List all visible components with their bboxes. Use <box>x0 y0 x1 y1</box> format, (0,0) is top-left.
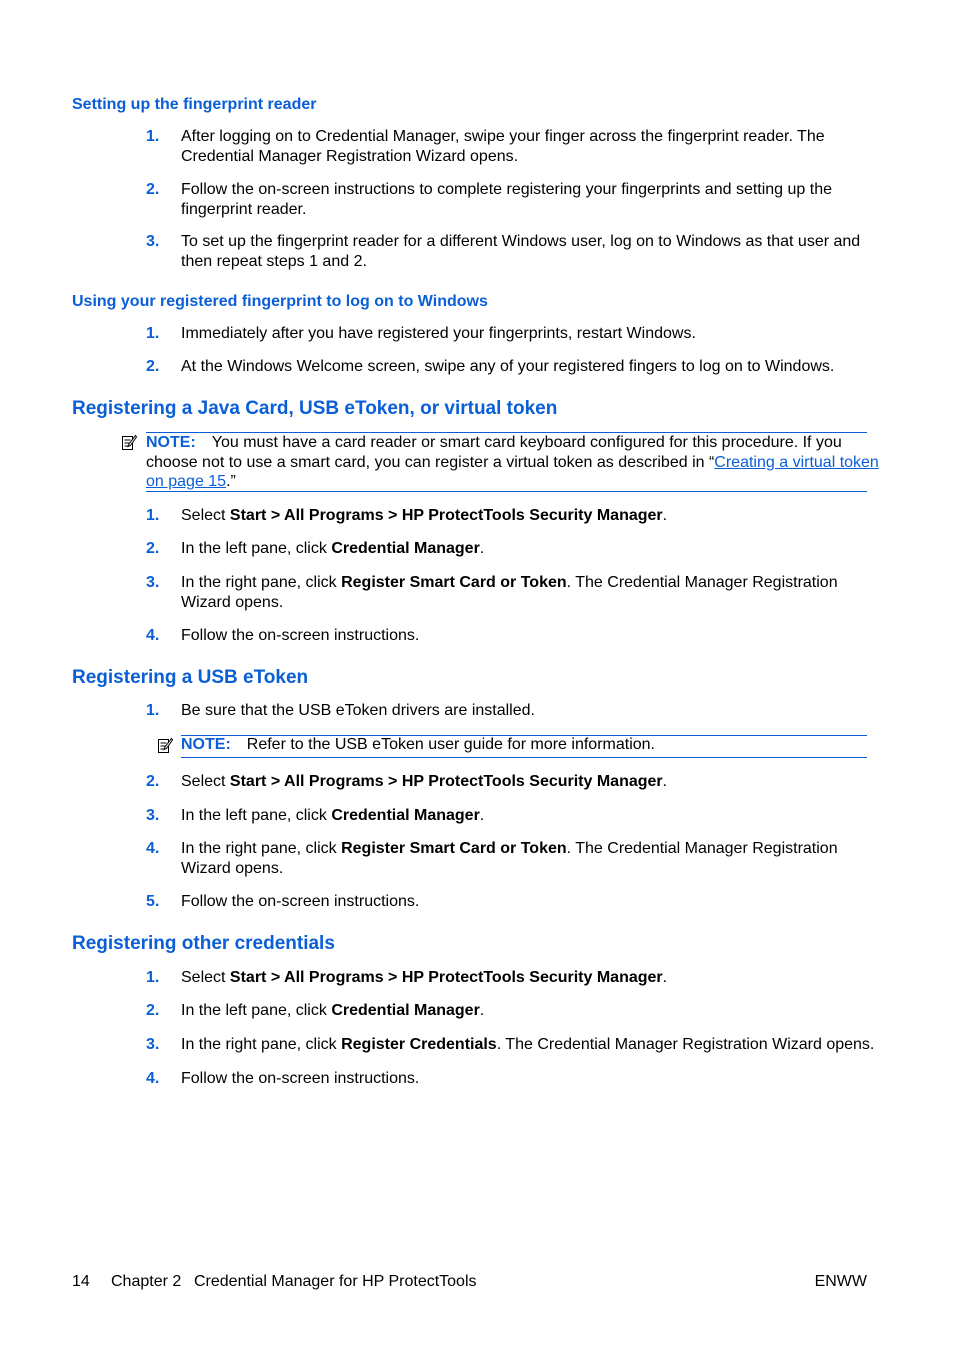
step-text: Follow the on-screen instructions to complete registering your fingerprints and setting up the fingerprint reader. <box>181 181 833 218</box>
note-rule-bottom <box>181 757 867 758</box>
footer-locale-code: ENWW <box>814 1273 867 1290</box>
step-number: 1. <box>146 128 160 145</box>
section-heading: Setting up the fingerprint reader <box>72 96 317 113</box>
note-label: NOTE: <box>181 736 231 753</box>
step-number: 1. <box>146 702 160 719</box>
note-block: NOTE: You must have a card reader or smart card keyboard configured for this procedure. If you choose not to use a smart card, you can register a virtual token as described in “Creating a virtual token on page 15.” <box>146 434 879 490</box>
step-text: Select Start > All Programs > HP ProtectTools Security Manager. <box>181 773 668 790</box>
step-number: 1. <box>146 507 160 524</box>
step-text: In the right pane, click Register Smart Card or Token. The Credential Manager Registration Wizard opens. <box>181 574 838 611</box>
step-number: 5. <box>146 893 160 910</box>
step-text: Follow the on-screen instructions. <box>181 893 420 910</box>
step-text: Follow the on-screen instructions. <box>181 627 420 644</box>
note-icon <box>157 737 173 754</box>
step-text: In the right pane, click Register Credentials. The Credential Manager Registration Wizard opens. <box>181 1036 875 1053</box>
note-icon <box>121 434 137 451</box>
section-heading: Using your registered fingerprint to log on to Windows <box>72 293 488 310</box>
step-text: To set up the fingerprint reader for a different Windows user, log on to Windows as that user and then repeat steps 1 and 2. <box>181 233 861 270</box>
step-number: 2. <box>146 773 160 790</box>
step-number: 2. <box>146 358 160 375</box>
step-text: At the Windows Welcome screen, swipe any of your registered fingers to log on to Windows. <box>181 358 835 375</box>
page-reference-link[interactable]: on page 15 <box>146 473 227 490</box>
note-label: NOTE: <box>146 434 196 451</box>
step-number: 2. <box>146 1002 160 1019</box>
step-number: 4. <box>146 840 160 857</box>
step-text: Select Start > All Programs > HP ProtectTools Security Manager. <box>181 969 668 986</box>
step-text: After logging on to Credential Manager, swipe your finger across the fingerprint reader. The Credential Manager Registration Wizard opens. <box>181 128 825 165</box>
chapter-label: Chapter 2 <box>111 1273 182 1290</box>
step-text: Be sure that the USB eToken drivers are installed. <box>181 702 535 719</box>
chapter-title: Credential Manager for HP ProtectTools <box>194 1273 477 1290</box>
step-text: Select Start > All Programs > HP ProtectTools Security Manager. <box>181 507 668 524</box>
step-text: In the left pane, click Credential Manager. <box>181 1002 485 1019</box>
section-heading: Registering a USB eToken <box>72 667 309 688</box>
note-rule-bottom <box>146 491 867 492</box>
section-heading: Registering a Java Card, USB eToken, or virtual token <box>72 398 558 419</box>
note-block: NOTE: Refer to the USB eToken user guide for more information. <box>181 736 655 753</box>
step-text: Immediately after you have registered your fingerprints, restart Windows. <box>181 325 696 342</box>
step-number: 1. <box>146 325 160 342</box>
step-number: 4. <box>146 1070 160 1087</box>
step-text: Follow the on-screen instructions. <box>181 1070 420 1087</box>
cross-reference-link[interactable]: Creating a virtual token <box>714 453 879 471</box>
section-heading: Registering other credentials <box>72 933 335 954</box>
step-number: 2. <box>146 181 160 198</box>
step-number: 3. <box>146 233 160 250</box>
step-text: In the left pane, click Credential Manager. <box>181 540 485 557</box>
step-number: 3. <box>146 807 160 824</box>
step-number: 3. <box>146 574 160 591</box>
step-text: In the left pane, click Credential Manager. <box>181 807 485 824</box>
page-number: 14 <box>72 1273 90 1290</box>
step-number: 1. <box>146 969 160 986</box>
step-number: 4. <box>146 627 160 644</box>
step-text: In the right pane, click Register Smart Card or Token. The Credential Manager Registration Wizard opens. <box>181 840 838 877</box>
step-number: 2. <box>146 540 160 557</box>
step-number: 3. <box>146 1036 160 1053</box>
